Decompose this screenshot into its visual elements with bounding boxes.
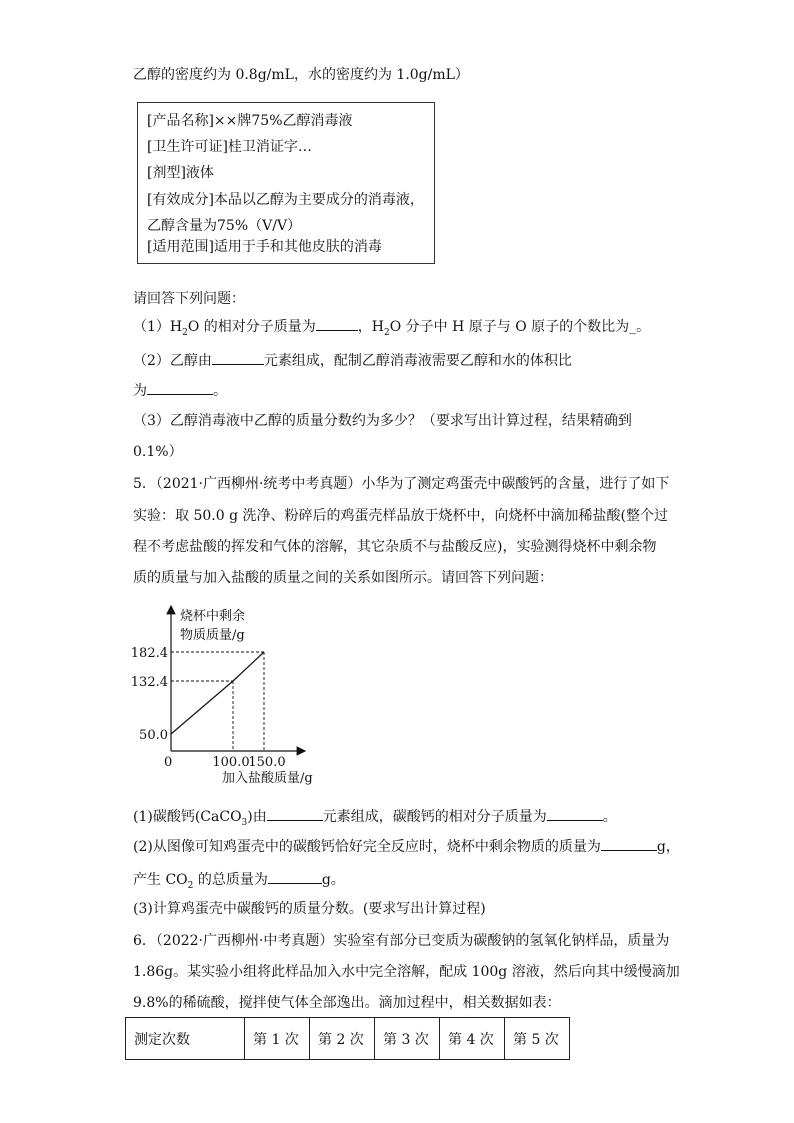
q4-part2: [133, 350, 572, 371]
subscript: 2: [182, 327, 188, 338]
text: （1）H: [133, 319, 183, 335]
measurement-table: [125, 1017, 570, 1060]
y-tick-label: 132.4: [130, 675, 168, 690]
subscript: 2: [384, 327, 390, 338]
label-line: [剂型]液体: [147, 165, 214, 181]
text: （2）乙醇由: [133, 353, 212, 369]
q5-line: 5．（2021·广西柳州·统考中考真题）小华为了测定鸡蛋壳中碳酸钙的含量，进行了如下: [133, 476, 670, 492]
text: g。: [321, 872, 345, 888]
intro-line: 乙醇的密度约为 0.8g/mL，水的密度约为 1.0g/mL）: [133, 67, 469, 83]
q4-part2-cont: [133, 380, 227, 401]
q5-line: 实验：取 50.0 g 洗净、粉碎后的鸡蛋壳样品放于烧杯中，向烧杯中滴加稀盐酸(整个过: [133, 508, 668, 524]
answer-blank[interactable]: [147, 380, 213, 395]
answer-blank[interactable]: [547, 806, 603, 821]
q5-line: 质的质量与加入盐酸的质量之间的关系如图所示。请回答下列问题：: [133, 570, 553, 586]
q6-line: 1.86g。某实验小组将此样品加入水中完全溶解，配成 100g 溶液，然后向其中缓慢滴加: [133, 964, 680, 980]
q4-part1: [133, 316, 650, 343]
table-header-cell: 测定次数: [126, 1018, 245, 1060]
text: )由: [247, 809, 267, 825]
x-axis-label: 加入盐酸质量/g: [222, 771, 313, 786]
answer-blank[interactable]: [268, 869, 322, 884]
answer-blank[interactable]: [316, 316, 358, 331]
label-line: [产品名称]××牌75%乙醇消毒液: [147, 113, 353, 129]
subscript: 3: [241, 817, 248, 828]
y-axis-label-2: 物质质量/g: [180, 628, 245, 643]
q5-line: 程不考虑盐酸的挥发和气体的溶解，其它杂质不与盐酸反应)，实验测得烧杯中剩余物: [133, 539, 657, 555]
q6-line: 6．（2022·广西柳州·中考真题）实验室有部分已变质为碳酸钠的氢氧化钠样品，质量为: [133, 933, 670, 949]
label-line: [卫生许可证]桂卫消证字…: [147, 139, 312, 155]
q4-part3: （3）乙醇消毒液中乙醇的质量分数约为多少？（要求写出计算过程，结果精确到: [133, 413, 632, 429]
data-series-line: [171, 652, 264, 734]
text: (1)碳酸钙(CaCO: [133, 809, 242, 825]
table-header-cell: 第 5 次: [505, 1018, 570, 1060]
table-row: [126, 1018, 570, 1060]
q5-sub2: [133, 836, 680, 857]
origin-label: 0: [164, 755, 173, 770]
table-header-cell: 第 4 次: [440, 1018, 505, 1060]
product-label-box: [137, 102, 435, 264]
text: g，: [656, 839, 680, 855]
answer-blank[interactable]: [601, 836, 657, 851]
q5-sub1: [133, 806, 617, 833]
text: 产生 CO: [133, 872, 188, 888]
text: ，H: [357, 319, 385, 335]
x-tick-label: 100.0: [212, 755, 250, 770]
q4-part3-cont: 0.1%）: [133, 444, 183, 460]
subscript: 2: [187, 880, 194, 891]
y-tick-label: 182.4: [130, 646, 168, 661]
text: 元素组成，配制乙醇消毒液需要乙醇和水的体积比: [263, 353, 572, 369]
text: 。: [213, 383, 227, 399]
text: 的总质量为: [193, 872, 268, 888]
text: O 分子中 H 原子与 O 原子的个数比为_。: [389, 319, 651, 335]
q5-sub3: (3)计算鸡蛋壳中碳酸钙的质量分数。(要求写出计算过程): [133, 901, 486, 917]
text: (2)从图像可知鸡蛋壳中的碳酸钙恰好完全反应时，烧杯中剩余物质的质量为: [133, 839, 601, 855]
table-header-cell: 第 1 次: [245, 1018, 310, 1060]
text: 。: [602, 809, 617, 825]
answer-blank[interactable]: [212, 350, 264, 365]
y-tick-label: 50.0: [139, 728, 168, 743]
text: 为: [133, 383, 147, 399]
text: 元素组成，碳酸钙的相对分子质量为: [322, 809, 547, 825]
mass-chart: [130, 600, 340, 790]
y-axis-label-1: 烧杯中剩余: [180, 609, 246, 624]
label-line: [有效成分]本品以乙醇为主要成分的消毒液，: [147, 192, 424, 208]
label-line: [适用范围]适用于手和其他皮肤的消毒: [147, 239, 382, 255]
x-tick-label: 150.0: [248, 755, 286, 770]
text: O 的相对分子质量为: [187, 319, 316, 335]
q4-prompt: 请回答下列问题：: [133, 291, 245, 307]
label-line: 乙醇含量为75%（V/V）: [147, 218, 302, 234]
q6-line: 9.8%的稀硫酸，搅拌使气体全部逸出。滴加过程中，相关数据如表：: [133, 995, 561, 1011]
table-header-cell: 第 3 次: [375, 1018, 440, 1060]
q5-sub2-cont: [133, 869, 345, 896]
table-header-cell: 第 2 次: [310, 1018, 375, 1060]
answer-blank[interactable]: [267, 806, 323, 821]
